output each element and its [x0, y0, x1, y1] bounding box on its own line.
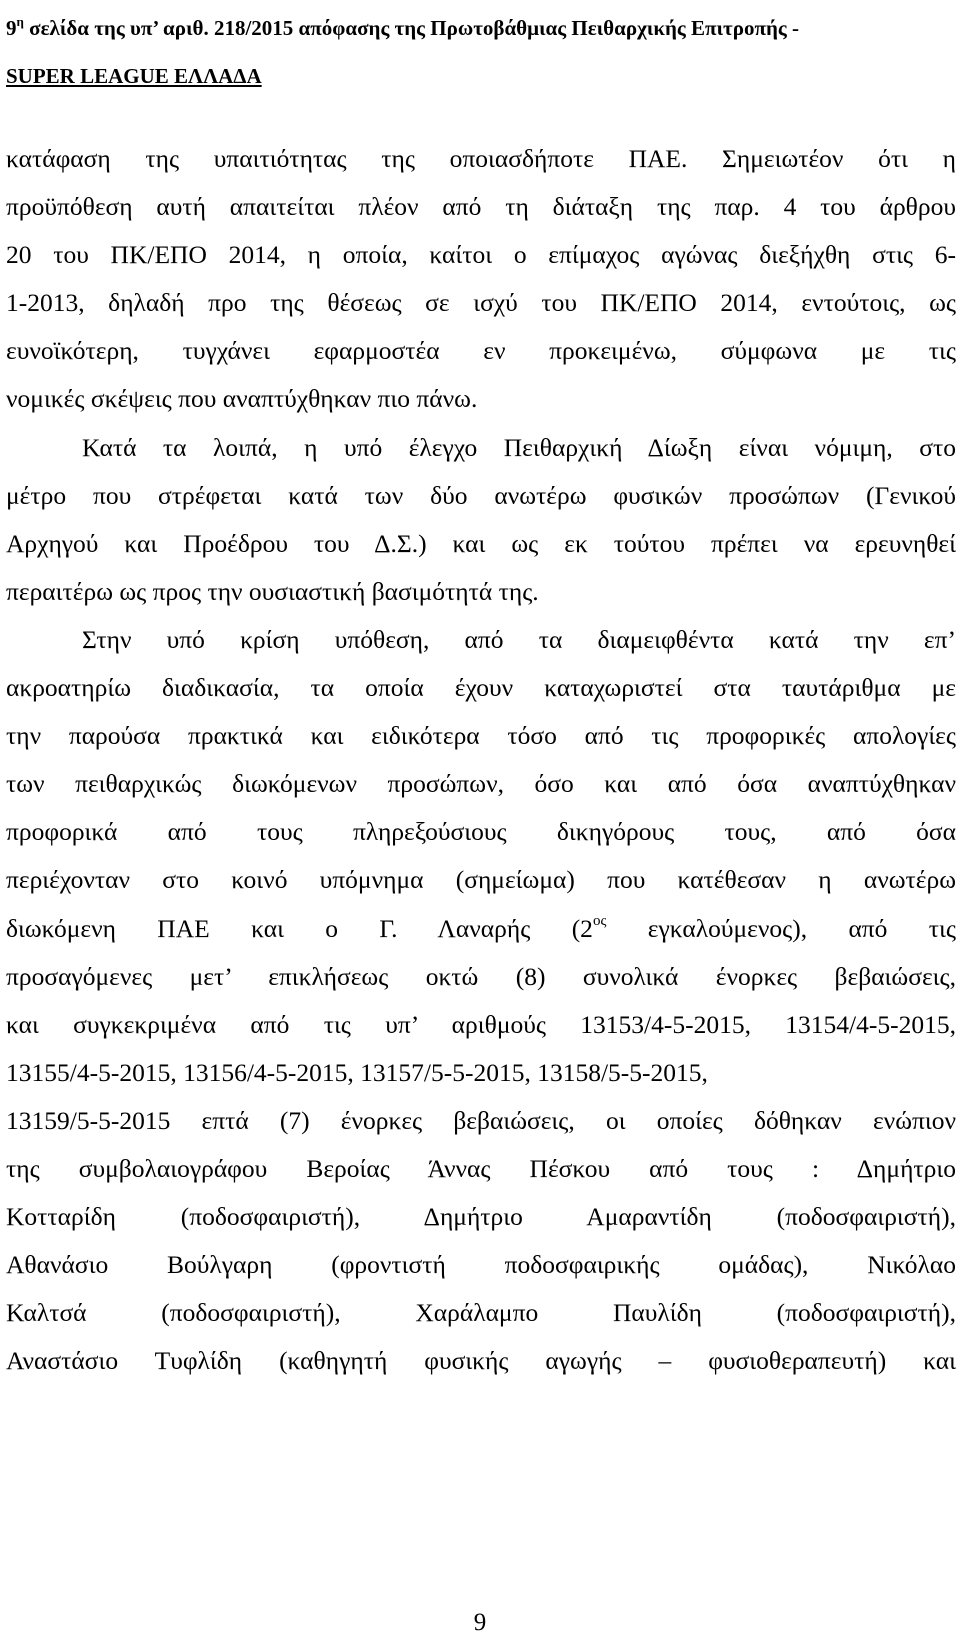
text-segment: εγκαλούμενος), από τις: [606, 913, 957, 943]
text-line: προσαγόμενες μετ’ επικλήσεως οκτώ (8) συνολικά ένορκες βεβαιώσεις,: [6, 961, 956, 991]
text-line: 20 του ΠΚ/ΕΠΟ 2014, η οποία, καίτοι ο επίμαχος αγώνας διεξήχθη στις 6-: [6, 240, 956, 270]
text-line-with-superscript: [6, 905, 956, 953]
header-page-number: 9: [6, 16, 17, 40]
text-line: Στην υπό κρίση υπόθεση, από τα διαμειφθέντα κατά την επ’: [82, 624, 956, 654]
text-line: προφορικά από τους πληρεξούσιους δικηγόρους τους, από όσα: [6, 817, 956, 847]
page-footer-number: 9: [473, 1609, 487, 1636]
paragraph-1: [6, 135, 956, 424]
text-line: ακροατηρίω διαδικασία, τα οποία έχουν καταχωριστεί στα ταυτάριθμα με: [6, 673, 956, 703]
text-line: ευνοϊκότερη, τυγχάνει εφαρμοστέα εν προκειμένω, σύμφωνα με τις: [6, 336, 956, 366]
header-line-1: [6, 4, 956, 52]
text-line: προϋπόθεση αυτή απαιτείται πλέον από τη διάταξη της παρ. 4 του άρθρου: [6, 192, 956, 222]
header-line-2: SUPER LEAGUE ΕΛΛΑΔΑ: [6, 64, 262, 88]
text-line: Αρχηγού και Προέδρου του Δ.Σ.) και ως εκ τούτου πρέπει να ερευνηθεί: [6, 528, 956, 558]
text-line: Αθανάσιο Βούλγαρη (φροντιστή ποδοσφαιρικής ομάδας), Νικόλαο: [6, 1250, 956, 1280]
text-line: 1-2013, δηλαδή προ της θέσεως σε ισχύ του ΠΚ/ΕΠΟ 2014, εντούτοις, ως: [6, 288, 956, 318]
text-line: της συμβολαιογράφου Βεροίας Άννας Πέσκου από τους : Δημήτριο: [6, 1153, 956, 1183]
text-line: των πειθαρχικώς διωκόμενων προσώπων, όσο και από όσα αναπτύχθηκαν: [6, 769, 956, 799]
text-line: περιέχονταν στο κοινό υπόμνημα (σημείωμα) που κατέθεσαν η ανωτέρω: [6, 865, 956, 895]
text-line: περαιτέρω ως προς την ουσιαστική βασιμότητά της.: [6, 576, 539, 606]
text-line: 13155/4-5-2015, 13156/4-5-2015, 13157/5-5-2015, 13158/5-5-2015,: [6, 1057, 708, 1087]
text-line: Κοτταρίδη (ποδοσφαιριστή), Δημήτριο Αμαραντίδη (ποδοσφαιριστή),: [6, 1202, 956, 1232]
text-line: Καλτσά (ποδοσφαιριστή), Χαράλαμπο Παυλίδη (ποδοσφαιριστή),: [6, 1298, 956, 1328]
header-title: σελίδα της υπ’ αριθ. 218/2015 απόφασης της Πρωτοβάθμιας Πειθαρχικής Επιτροπής -: [23, 16, 799, 40]
body-text: [6, 135, 956, 1385]
text-line: νομικές σκέψεις που αναπτύχθηκαν πιο πάνω.: [6, 384, 478, 414]
text-line: την παρούσα πρακτικά και ειδικότερα τόσο από τις προφορικές απολογίες: [6, 721, 956, 751]
header-page-suffix: η: [16, 14, 24, 29]
text-line: μέτρο που στρέφεται κατά των δύο ανωτέρω φυσικών προσώπων (Γενικού: [6, 480, 956, 510]
text-line: Αναστάσιο Τυφλίδη (καθηγητή φυσικής αγωγής – φυσιοθεραπευτή) και: [6, 1346, 956, 1376]
text-line: 13159/5-5-2015 επτά (7) ένορκες βεβαιώσεις, οι οποίες δόθηκαν ενώπιον: [6, 1105, 956, 1135]
text-line: κατάφαση της υπαιτιότητας της οποιασδήποτε ΠΑΕ. Σημειωτέον ότι η: [6, 144, 956, 173]
paragraph-2: [6, 424, 956, 616]
page-header: [6, 4, 956, 100]
ordinal-superscript: ος: [592, 912, 607, 929]
text-line: και συγκεκριμένα από τις υπ’ αριθμούς 13153/4-5-2015, 13154/4-5-2015,: [6, 1009, 956, 1039]
text-segment: διωκόμενη ΠΑΕ και ο Γ. Λαναρής (2: [6, 913, 593, 943]
paragraph-3: [6, 616, 956, 1386]
text-line: Κατά τα λοιπά, η υπό έλεγχο Πειθαρχική Δίωξη είναι νόμιμη, στο: [82, 432, 956, 462]
